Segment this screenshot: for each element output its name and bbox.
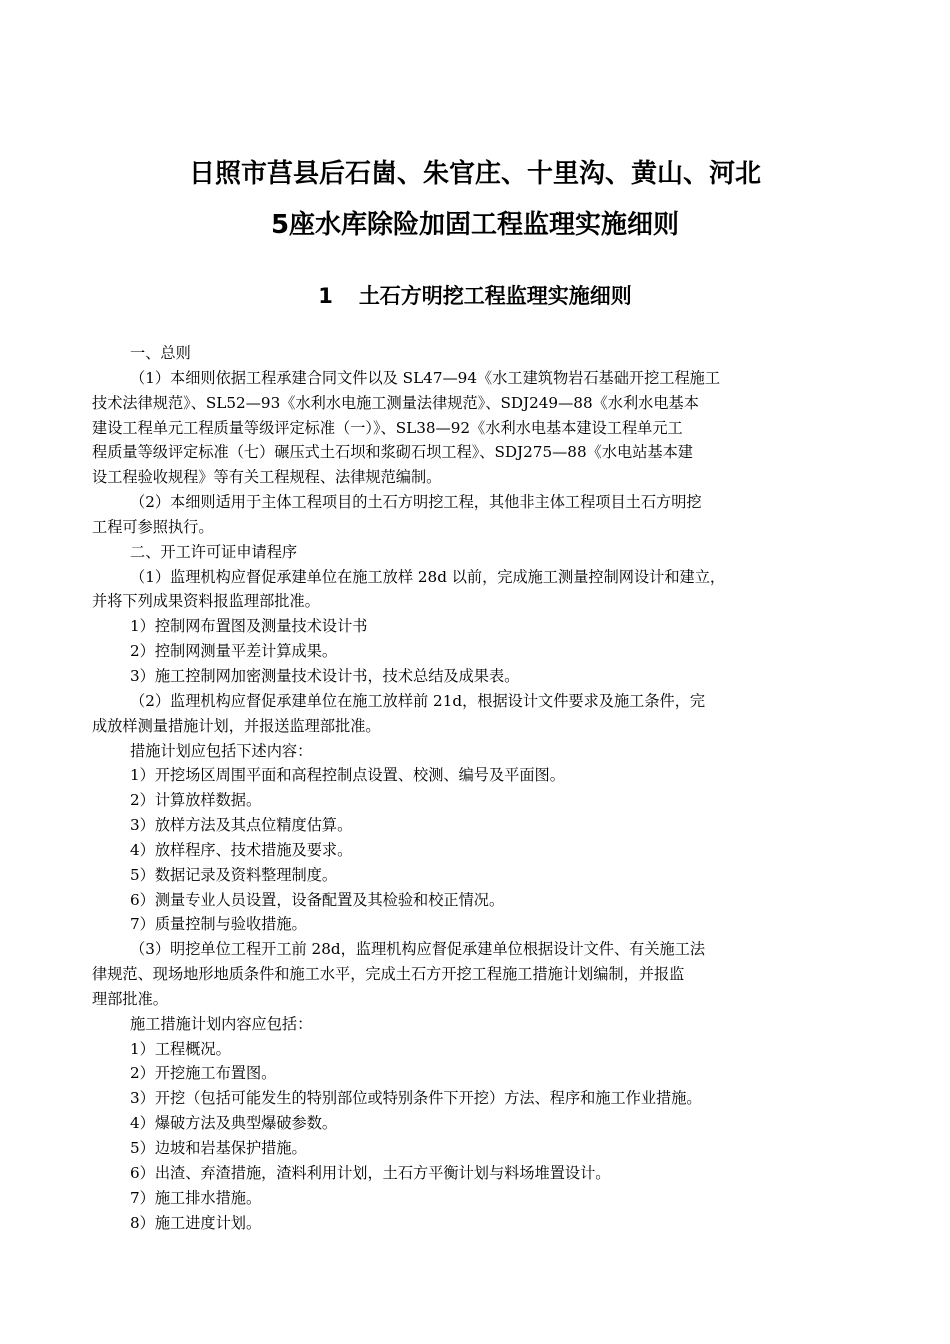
paragraph-line: 1）开挖场区周围平面和高程控制点设置、校测、编号及平面图。 — [130, 766, 565, 785]
paragraph-line: 2）计算放样数据。 — [130, 791, 262, 810]
paragraph-line: 建设工程单元工程质量等级评定标准（一）》、SL38—92《水利水电基本建设工程单元工 — [92, 418, 683, 437]
paragraph-line: 4）爆破方法及典型爆破参数。 — [130, 1114, 338, 1133]
paragraph-line: 7）质量控制与验收措施。 — [130, 915, 307, 934]
paragraph-line: 并将下列成果资料报监理部批准。 — [92, 592, 320, 611]
paragraph-line: 3）开挖（包括可能发生的特别部位或特别条件下开挖）方法、程序和施工作业措施。 — [130, 1089, 702, 1108]
document-title-line-1: 日照市莒县后石崮、朱官庄、十里沟、黄山、河北 — [188, 159, 761, 189]
paragraph-line: 5）数据记录及资料整理制度。 — [130, 865, 338, 884]
paragraph-line: 5）边坡和岩基保护措施。 — [130, 1139, 307, 1157]
section-heading — [0, 282, 950, 310]
paragraph-line: 4）放样程序、技术措施及要求。 — [130, 840, 353, 859]
paragraph-line: 设工程验收规程》等有关工程规程、法律规范编制。 — [92, 468, 442, 487]
paragraph-line: 3）施工控制网加密测量技术设计书，技术总结及成果表。 — [130, 666, 520, 685]
paragraph-line: （3）明挖单位工程开工前 28d，监理机构应督促承建单位根据设计文件、有关施工法 — [130, 940, 706, 959]
document-title-line-2: 5座水库除险加固工程监理实施细则 — [270, 210, 680, 240]
paragraph-line: 3）放样方法及其点位精度估算。 — [130, 816, 353, 835]
paragraph-line: 6）测量专业人员设置，设备配置及其检验和校正情况。 — [130, 890, 505, 909]
paragraph-line: 措施计划应包括下述内容： — [130, 741, 313, 760]
paragraph-line: 施工措施计划内容应包括： — [130, 1014, 313, 1033]
paragraph-line: （2）本细则适用于主体工程项目的土石方明挖工程，其他非主体工程项目土石方明挖 — [130, 493, 702, 512]
paragraph-line: （1）监理机构应督促承建单位在施工放样 28d 以前，完成施工测量控制网设计和建立， — [130, 567, 726, 586]
paragraph-line: 1）控制网布置图及测量技术设计书 — [130, 617, 368, 636]
paragraph-line: 7）施工排水措施。 — [130, 1188, 262, 1207]
paragraph-line: （2）监理机构应督促承建单位在施工放样前 21d，根据设计文件要求及施工条件，完 — [130, 691, 706, 710]
paragraph-line: 一、总则 — [130, 344, 191, 362]
paragraph-line: 成放样测量措施计划，并报送监理部批准。 — [92, 716, 381, 735]
paragraph-line: 律规范、现场地形地质条件和施工水平，完成土石方开挖工程施工措施计划编制，并报监 — [92, 965, 685, 984]
paragraph-line: 8）施工进度计划。 — [130, 1213, 262, 1232]
paragraph-line: 程质量等级评定标准（七）碾压式土石坝和浆砌石坝工程》、SDJ275—88《水电站基本建 — [92, 443, 693, 462]
paragraph-line: （1）本细则依据工程承建合同文件以及 SL47—94《水工建筑物岩石基础开挖工程施工 — [130, 368, 721, 387]
paragraph-line: 2）开挖施工布置图。 — [130, 1064, 277, 1083]
document-body — [92, 341, 852, 1235]
paragraph-line: 理部批准。 — [92, 989, 168, 1008]
section-number: 1 — [318, 284, 333, 308]
paragraph-line: 二、开工许可证申请程序 — [130, 542, 298, 561]
paragraph-line: 6）出渣、弃渣措施，渣料利用计划，土石方平衡计划与料场堆置设计。 — [130, 1163, 611, 1182]
paragraph-line: 技术法律规范》、SL52—93《水利水电施工测量法律规范》、SDJ249—88《水利水电基本 — [92, 393, 699, 412]
paragraph-line: 1）工程概况。 — [130, 1039, 231, 1058]
paragraph-line: 2）控制网测量平差计算成果。 — [130, 642, 338, 661]
section-title: 土石方明挖工程监理实施细则 — [358, 284, 632, 308]
paragraph-line: 工程可参照执行。 — [92, 517, 214, 536]
